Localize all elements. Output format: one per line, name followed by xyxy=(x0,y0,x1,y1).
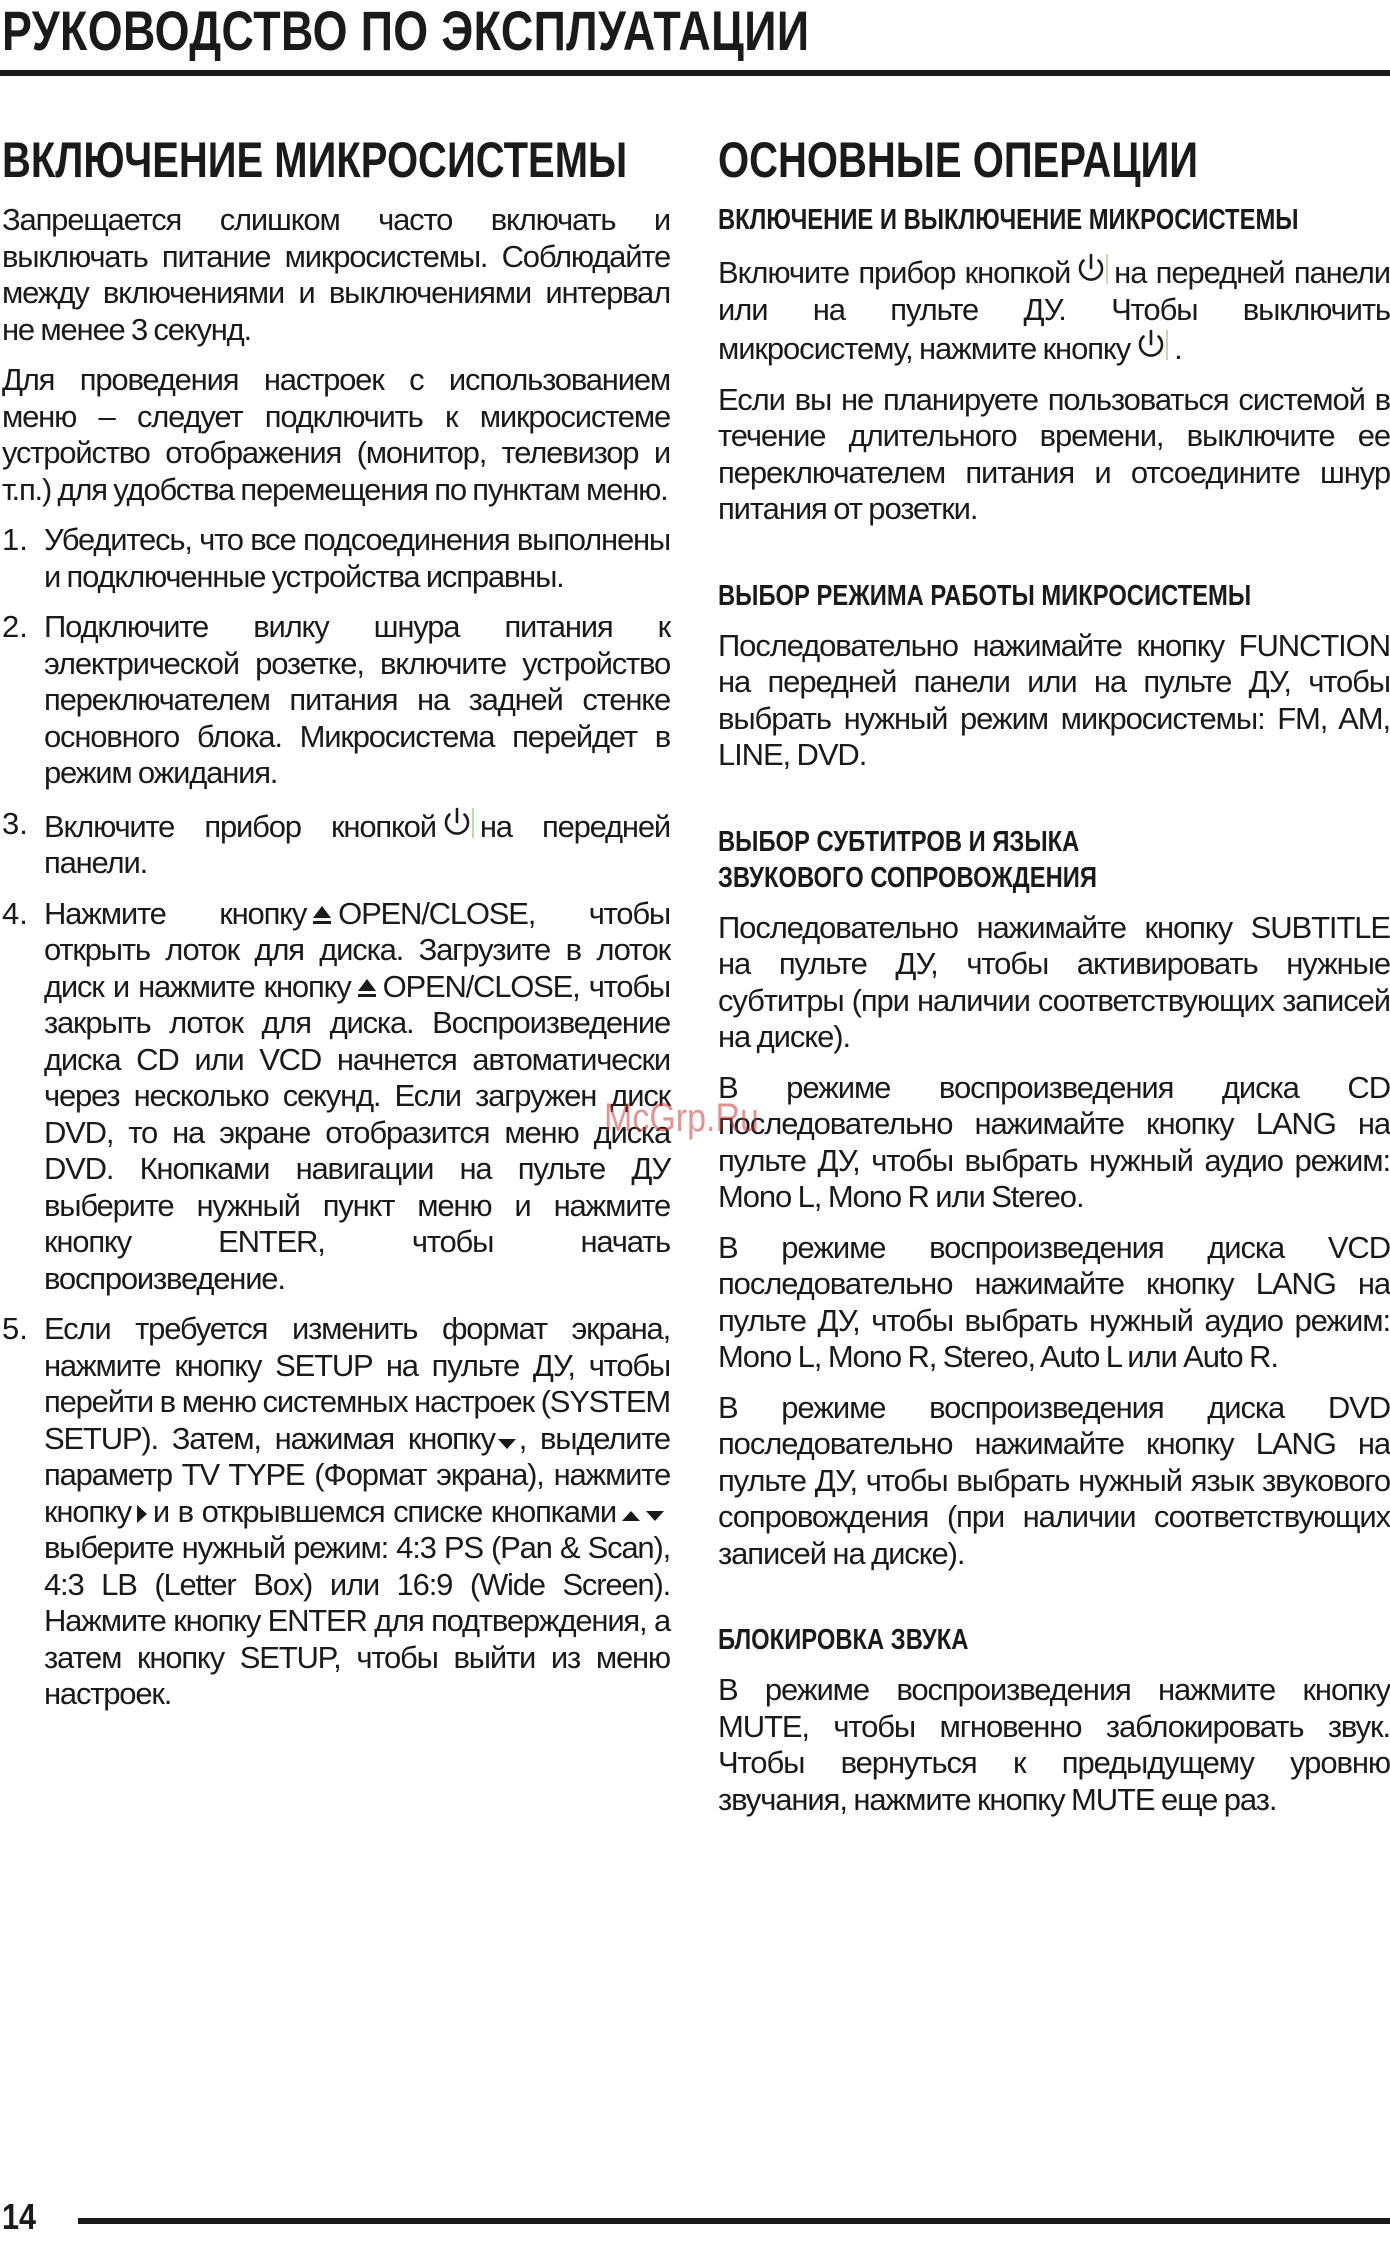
spacer xyxy=(718,788,1390,824)
header-divider xyxy=(0,70,1390,76)
paragraph: В режиме воспроизведения диска VCD последовательно нажимайте кнопку LANG на пульте ДУ, чтобы выбрать нужный аудио режим: Mono L, Mono R, Stereo, Auto L или Auto R. xyxy=(718,1229,1390,1374)
list-item xyxy=(2,1311,670,1713)
list-item xyxy=(2,609,670,792)
step-text-part: выберите нужный режим: 4:3 PS (Pan & Scan), 4:3 LB (Letter Box) или 16:9 (Wide Screen). Нажмите кнопку ENTER для подтверждения, а затем кнопку SETUP, чтобы выйти из меню настроек. xyxy=(44,1530,670,1711)
step-number: 4. xyxy=(2,895,28,931)
heading-line: ВЫБОР СУБТИТРОВ И ЯЗЫКА xyxy=(718,825,1080,858)
list-item xyxy=(2,806,670,882)
footer-divider xyxy=(78,2218,1390,2224)
eject-icon xyxy=(310,903,334,927)
step-number: 1. xyxy=(2,522,28,557)
arrow-right-icon xyxy=(135,1503,149,1525)
paragraph: В режиме воспроизведения диска DVD последовательно нажимайте кнопку LANG на пульте ДУ, чтобы выбрать нужный язык звукового сопровождения (при наличии соответствующих записей на диске). xyxy=(718,1389,1390,1571)
paragraph: В режиме воспроизведения диска CD последовательно нажимайте кнопку LANG на пульте ДУ, чтобы выбрать нужный аудио режим: Mono L, Mono R или Stereo. xyxy=(718,1069,1390,1214)
page-header xyxy=(0,0,1390,80)
subsection-heading: ВКЛЮЧЕНИЕ И ВЫКЛЮЧЕНИЕ МИКРОСИСТЕМЫ xyxy=(718,204,1299,236)
spacer xyxy=(718,1586,1390,1622)
step-text-part: и в открывшемся списке кнопками xyxy=(152,1493,616,1529)
text-part: на передней панели или на пульте ДУ. Чтобы выключить микросистему, нажмите кнопку xyxy=(718,255,1390,366)
text-part: Включите прибор кнопкой xyxy=(718,255,1071,290)
step-text xyxy=(44,806,670,882)
step-text: Подключите вилку шнура питания к электрической розетке, включите устройство переключателем питания на задней стенке основного блока. Микросистема перейдет в режим ожидания. xyxy=(44,609,670,790)
section-title-basic-operations: ОСНОВНЫЕ ОПЕРАЦИИ xyxy=(718,132,1199,188)
right-column xyxy=(718,130,1390,1832)
step-text-part: Включите прибор кнопкой xyxy=(44,808,436,844)
list-item xyxy=(2,896,670,1298)
left-column xyxy=(2,130,670,1727)
steps-list xyxy=(2,522,670,1713)
power-icon xyxy=(1074,252,1110,286)
arrow-up-down-icon xyxy=(620,1507,666,1525)
heading-line: ЗВУКОВОГО СОПРОВОЖДЕНИЯ xyxy=(718,861,1097,894)
paragraph xyxy=(718,252,1390,368)
eject-icon xyxy=(355,976,379,1000)
step-text-part: , выделите параметр TV TYPE (Формат экрана), нажмите кнопку xyxy=(44,1420,670,1529)
list-item xyxy=(2,522,670,595)
step-number: 5. xyxy=(2,1311,28,1346)
paragraph: Для проведения настроек с использованием меню – следует подключить к микросистеме устройство отображения (монитор, телевизор и т.п.) для удобства перемещения по пунктам меню. xyxy=(2,362,670,507)
section-title-power-on: ВКЛЮЧЕНИЕ МИКРОСИСТЕМЫ xyxy=(2,132,628,188)
paragraph: Запрещается слишком часто включать и выключать питание микросистемы. Соблюдайте между включениями и выключениями интервал не менее 3 секунд. xyxy=(2,202,670,347)
step-text xyxy=(44,896,670,1298)
subsection-heading: ВЫБОР РЕЖИМА РАБОТЫ МИКРОСИСТЕМЫ xyxy=(718,579,1252,612)
step-text xyxy=(44,1311,670,1713)
paragraph: Если вы не планируете пользоваться системой в течение длительного времени, выключите ее переключателем питания и отсоедините шнур питания от розетки. xyxy=(718,381,1390,526)
step-number: 2. xyxy=(2,609,28,644)
step-text-part: OPEN/CLOSE, чтобы закрыть лоток для диска. Воспроизведение диска CD или VCD начнется автоматически через несколько секунд. Если загружен диск DVD, то на экране отобразится меню диска DVD. Кнопками навигации на пульте ДУ выберите нужный пункт меню и нажмите кнопку ENTER, чтобы начать воспроизведение. xyxy=(44,968,670,1296)
page-number: 14 xyxy=(2,2196,37,2237)
page-title: РУКОВОДСТВО ПО ЭКСПЛУАТАЦИИ xyxy=(2,0,810,62)
spacer xyxy=(718,542,1390,578)
step-text: Убедитесь, что все подсоединения выполнены и подключенные устройства исправны. xyxy=(44,522,670,594)
step-text-part: на передней панели. xyxy=(44,808,670,880)
step-number: 3. xyxy=(2,805,28,841)
step-text-part: Если требуется изменить формат экрана, нажмите кнопку SETUP на пульте ДУ, чтобы перейти в меню системных настроек (SYSTEM SETUP). Затем, нажимая кнопку xyxy=(44,1311,670,1456)
paragraph: Последовательно нажимайте кнопку SUBTITLE на пульте ДУ, чтобы активировать нужные субтитры (при наличии соответствующих записей на диске). xyxy=(718,909,1390,1054)
watermark: McGrp.Ru xyxy=(604,1096,759,1140)
text-part: . xyxy=(1174,331,1182,366)
power-icon xyxy=(1134,328,1170,362)
paragraph: В режиме воспроизведения нажмите кнопку MUTE, чтобы мгновенно заблокировать звук. Чтобы вернуться к предыдущему уровню звучания, нажмите кнопку MUTE еще раз. xyxy=(718,1672,1390,1817)
subsection-heading: БЛОКИРОВКА ЗВУКА xyxy=(718,1624,969,1656)
arrow-down-icon xyxy=(496,1436,518,1452)
step-text-part: Нажмите кнопку xyxy=(44,895,307,931)
power-icon xyxy=(440,806,476,840)
paragraph: Последовательно нажимайте кнопку FUNCTION на передней панели или на пульте ДУ, чтобы выбрать нужный режим микросистемы: FM, AM, LINE, DVD. xyxy=(718,627,1390,772)
subsection-heading xyxy=(718,824,1269,896)
step-text-part: OPEN/CLOSE, чтобы открыть лоток для диска. Загрузите в лоток диск и нажмите кнопку xyxy=(44,895,670,1004)
